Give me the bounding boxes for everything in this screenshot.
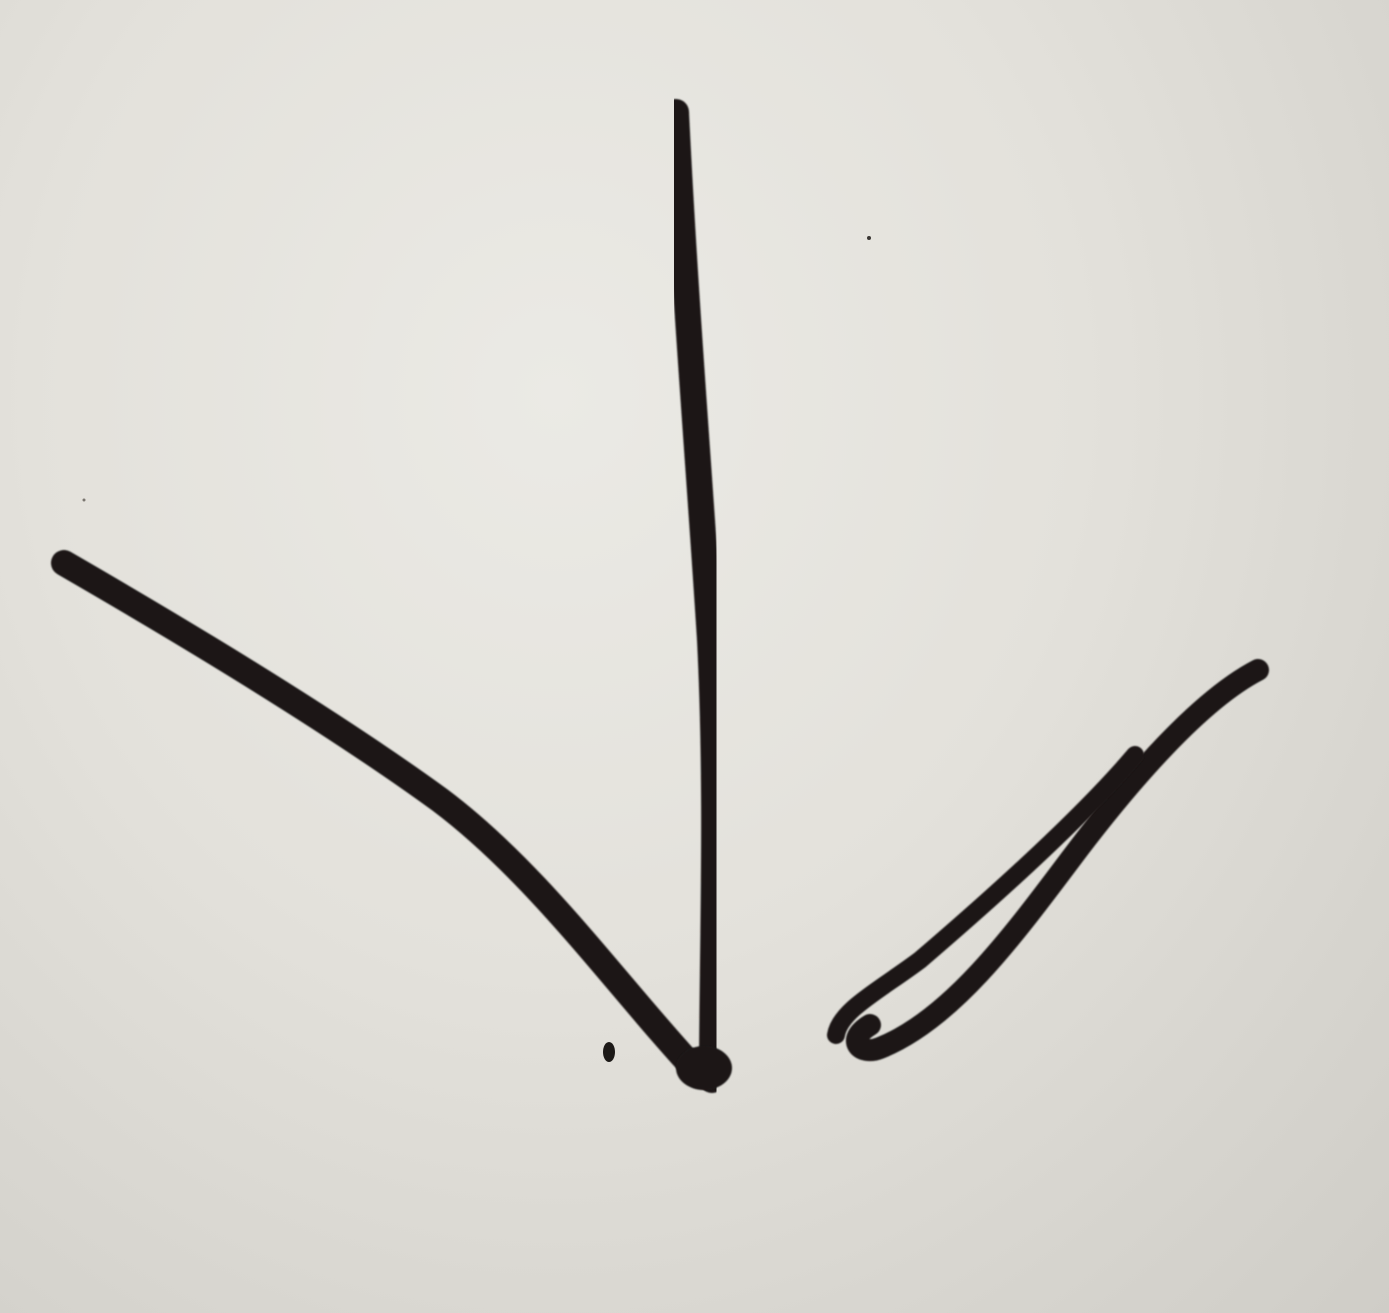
right-loop-outer-stroke bbox=[857, 670, 1258, 1050]
left-diagonal-stroke bbox=[64, 563, 700, 1075]
vertical-stroke bbox=[676, 112, 714, 1080]
right-loop-inner-stroke bbox=[836, 755, 1135, 1035]
ink-speck bbox=[83, 499, 86, 502]
ink-dot bbox=[603, 1042, 615, 1062]
ink-speck bbox=[867, 236, 871, 240]
stroke-joint bbox=[676, 1046, 732, 1090]
